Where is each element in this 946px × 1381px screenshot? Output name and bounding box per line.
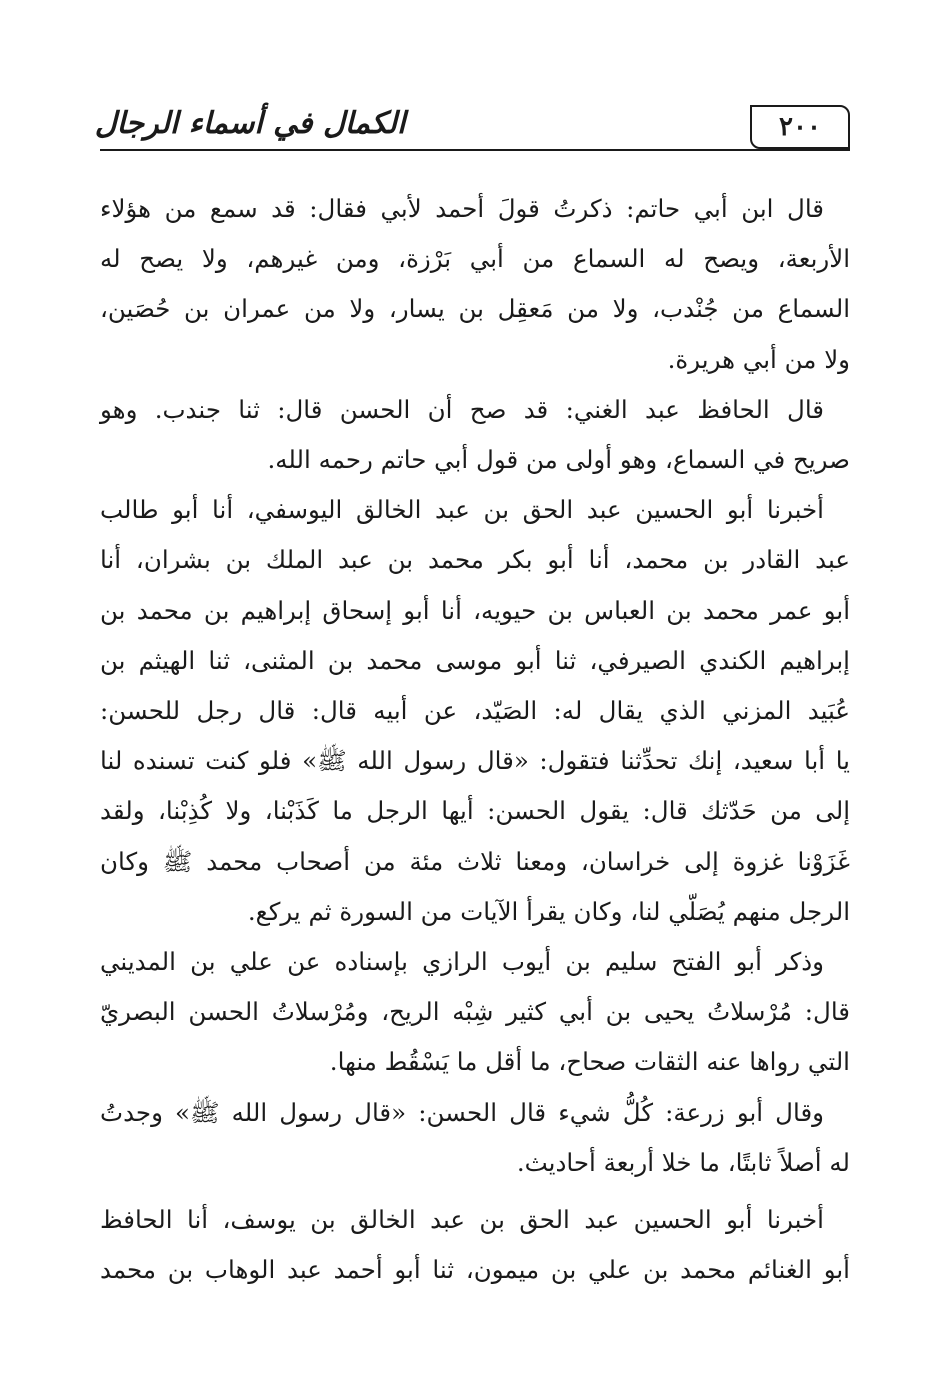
text-line: يا أبا سعيد، إنك تحدِّثنا فتقول: «قال رسول الله ﷺ» فلو كنت تسنده لنا (100, 746, 850, 776)
paragraph (100, 385, 850, 485)
page-number: ٢٠٠ (779, 112, 821, 142)
text-line: أخبرنا أبو الحسين عبد الحق بن عبد الخالق اليوسفي، أنا أبو طالب (100, 495, 824, 525)
page-body (100, 184, 850, 1295)
paragraph (100, 937, 850, 1088)
text-line: وقال أبو زرعة: كُلُّ شيء قال الحسن: «قال رسول الله ﷺ» وجدتُ (100, 1097, 824, 1127)
text-line: قال: مُرْسلاتُ يحيى بن أبي كثير شِبْه الريح، ومُرْسلاتُ الحسن البصريّ (100, 997, 850, 1027)
text-line: قال ابن أبي حاتم: ذكرتُ قولَ أحمد لأبي فقال: قد سمع من هؤلاء (100, 194, 824, 223)
text-line: قال الحافظ عبد الغني: قد صح أن الحسن قال: ثنا جندب. وهو (100, 394, 824, 424)
text-line: السماع من جُنْدب، ولا من مَعقِل بن يسار، ولا من عمران بن حُصَين، (100, 294, 850, 324)
text-line: ولا من أبي هريرة. (667, 344, 850, 374)
paragraph-gap (100, 1188, 850, 1195)
text-line: الأربعة، ويصح له السماع من أبي بَرْزة، ومن غيرهم، ولا يصح له (100, 244, 850, 274)
text-line: الرجل منهم يُصَلّي لنا، وكان يقرأ الآيات من السورة ثم يركع. (247, 896, 850, 926)
text-line: غَزَوْنا غزوة إلى خراسان، ومعنا ثلاث مئة من أصحاب محمد ﷺ وكان (100, 846, 850, 876)
text-line: له أصلاً ثابتًا، ما خلا أربعة أحاديث. (516, 1147, 850, 1177)
paragraph (100, 1195, 850, 1295)
page-header (94, 100, 850, 152)
text-line: إبراهيم الكندي الصيرفي، ثنا أبو موسى محمد بن المثنى، ثنا الهيثم بن (100, 645, 850, 675)
book-title: الكمال في أسماء الرجال (94, 105, 406, 141)
text-line: وذكر أبو الفتح سليم بن أيوب الرازي بإسناده عن علي بن المديني (100, 947, 824, 977)
paragraph (100, 184, 850, 385)
text-line: عُبَيد المزني الذي يقال له: الصَيّد، عن أبيه قال: قال رجل للحسن: (100, 696, 850, 726)
text-line: عبد القادر بن محمد، أنا أبو بكر محمد بن عبد الملك بن بشران، أنا (100, 545, 850, 575)
paragraph (100, 1088, 850, 1188)
text-line: أخبرنا أبو الحسين عبد الحق بن عبد الخالق بن يوسف، أنا الحافظ (100, 1205, 824, 1235)
text-line: صريح في السماع، وهو أولى من قول أبي حاتم رحمه الله. (267, 445, 850, 475)
header-rule (100, 149, 850, 151)
text-line: إلى من حَدّثك قال: يقول الحسن: أيها الرجل ما كَذَبْنا، ولا كُذِبْنا، ولقد (100, 796, 850, 826)
text-line: أبو الغنائم محمد بن علي بن ميمون، ثنا أبو أحمد عبد الوهاب بن محمد (100, 1255, 850, 1285)
page-number-box (750, 105, 850, 149)
paragraph (100, 485, 850, 937)
text-line: التي رواها عنه الثقات صحاح، ما أقل ما يَسْقُط منها. (329, 1047, 850, 1077)
text-line: أبو عمر محمد بن العباس بن حيويه، أنا أبو إسحاق إبراهيم بن محمد بن (100, 595, 850, 625)
